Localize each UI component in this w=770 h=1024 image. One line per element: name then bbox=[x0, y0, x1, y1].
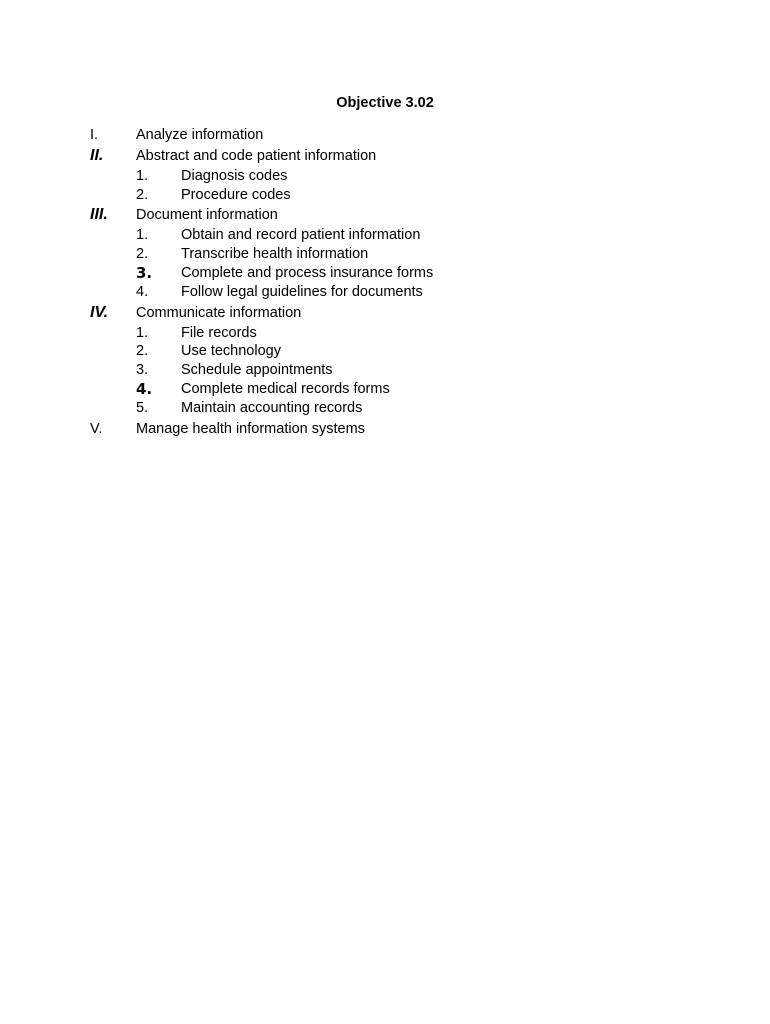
outline-item bbox=[0, 342, 770, 361]
outline-item bbox=[0, 324, 770, 343]
outline-section bbox=[0, 204, 770, 226]
item-number: 4. bbox=[136, 379, 153, 398]
outline-item bbox=[0, 283, 770, 302]
item-number: 2. bbox=[136, 246, 149, 263]
item-number: 2. bbox=[136, 343, 149, 360]
item-label: Procedure codes bbox=[181, 186, 291, 203]
item-number: 1. bbox=[136, 167, 149, 184]
section-label: Communicate information bbox=[136, 304, 302, 321]
outline-item bbox=[0, 167, 770, 186]
item-label: Use technology bbox=[181, 343, 281, 360]
item-label: Maintain accounting records bbox=[181, 399, 363, 416]
objective-outline bbox=[0, 126, 770, 440]
outline-item bbox=[0, 361, 770, 380]
outline-item bbox=[0, 226, 770, 245]
section-numeral: I. bbox=[90, 127, 99, 143]
item-label: File records bbox=[181, 324, 257, 341]
item-label: Follow legal guidelines for documents bbox=[181, 283, 423, 300]
outline-item bbox=[0, 245, 770, 264]
item-number: 3. bbox=[136, 362, 149, 379]
item-number: 5. bbox=[136, 399, 149, 416]
outline-section bbox=[0, 418, 770, 440]
outline-section bbox=[0, 302, 770, 324]
section-numeral: III. bbox=[90, 206, 108, 224]
section-label: Document information bbox=[136, 207, 278, 224]
item-number: 4. bbox=[136, 283, 149, 300]
outline-section bbox=[0, 145, 770, 167]
section-numeral: IV. bbox=[90, 303, 109, 321]
outline-item bbox=[0, 186, 770, 205]
item-number: 1. bbox=[136, 324, 149, 341]
outline-item bbox=[0, 399, 770, 418]
section-numeral: V. bbox=[90, 420, 103, 437]
outline-item bbox=[0, 380, 770, 399]
item-number: 1. bbox=[136, 227, 149, 244]
item-label: Schedule appointments bbox=[181, 362, 333, 379]
outline-item bbox=[0, 264, 770, 283]
item-number: 2. bbox=[136, 186, 149, 203]
section-label: Manage health information systems bbox=[136, 420, 365, 437]
section-numeral: II. bbox=[90, 146, 104, 164]
section-label: Analyze information bbox=[136, 127, 264, 143]
section-label: Abstract and code patient information bbox=[136, 147, 377, 164]
page-title: Objective 3.02 bbox=[336, 95, 434, 111]
item-label: Complete and process insurance forms bbox=[181, 264, 434, 281]
item-number: 3. bbox=[136, 263, 153, 282]
item-label: Complete medical records forms bbox=[181, 380, 390, 397]
outline-section bbox=[0, 126, 770, 145]
item-label: Obtain and record patient information bbox=[181, 227, 421, 244]
item-label: Diagnosis codes bbox=[181, 167, 288, 184]
item-label: Transcribe health information bbox=[181, 246, 369, 263]
